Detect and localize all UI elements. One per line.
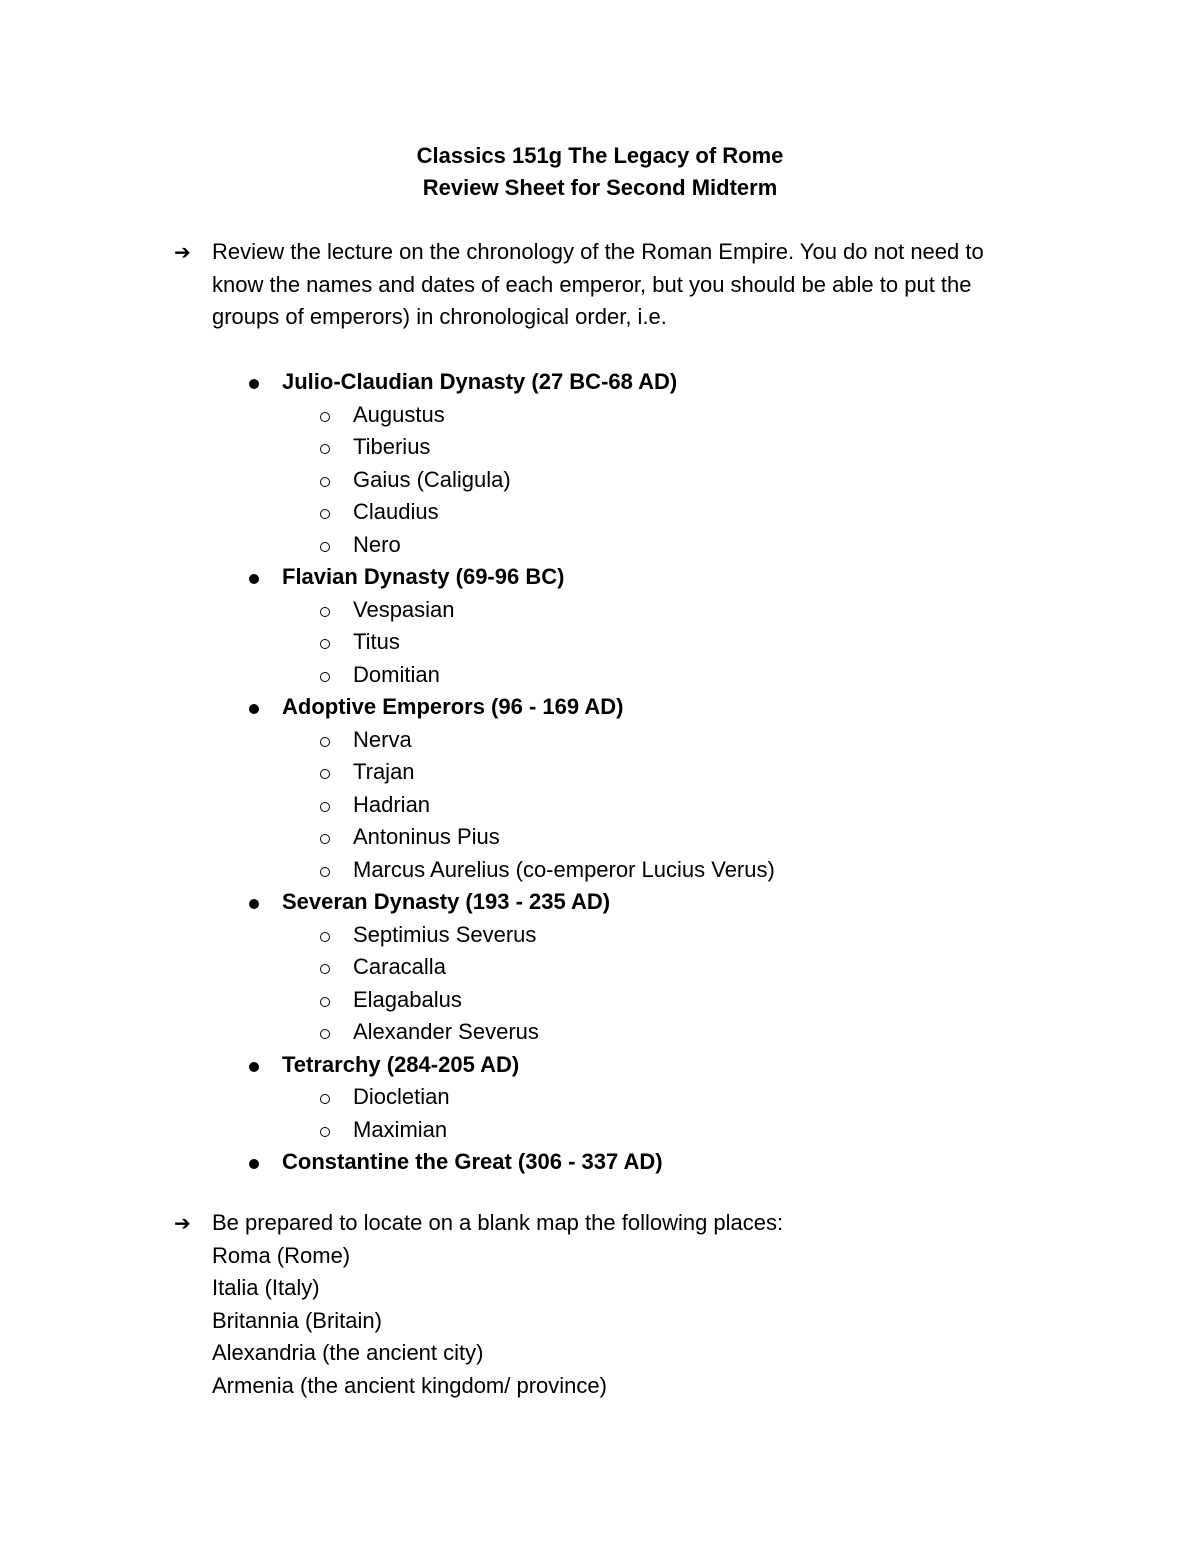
emperor-item xyxy=(246,724,1046,757)
emperor-name: Claudius xyxy=(353,499,439,524)
emperor-name: Antoninus Pius xyxy=(353,824,500,849)
emperor-name: Titus xyxy=(353,629,400,654)
place-item: Italia (Italy) xyxy=(212,1275,320,1300)
group-heading xyxy=(246,1049,1046,1082)
emperor-name: Septimius Severus xyxy=(353,921,537,947)
emperor-item xyxy=(246,659,1046,692)
emperor-name: Nero xyxy=(353,531,401,557)
emperor-item xyxy=(246,529,1046,562)
emperor-name: Hadrian xyxy=(353,791,431,817)
group-heading xyxy=(246,366,1046,399)
emperor-item xyxy=(246,464,1046,497)
emperor-item xyxy=(246,756,1046,789)
circle-bullet-icon xyxy=(320,867,330,877)
circle-bullet-icon xyxy=(320,477,330,487)
circle-bullet-icon xyxy=(320,509,330,519)
emperor-name: Elagabalus xyxy=(353,986,462,1012)
bullet-icon xyxy=(249,899,259,909)
place-item: Britannia (Britain) xyxy=(212,1307,382,1333)
circle-bullet-icon xyxy=(320,672,330,682)
emperor-item xyxy=(246,919,1046,952)
emperor-name: Caracalla xyxy=(353,954,446,979)
emperor-item xyxy=(246,821,1046,854)
bullet-icon xyxy=(249,704,259,714)
circle-bullet-icon xyxy=(320,932,330,942)
emperor-item xyxy=(246,496,1046,529)
group-heading xyxy=(246,1146,1046,1179)
bullet-icon xyxy=(249,1062,259,1072)
emperor-name: Marcus Aurelius (co-emperor Lucius Verus) xyxy=(353,856,775,882)
circle-bullet-icon xyxy=(320,444,330,454)
intro-section xyxy=(174,236,1074,334)
emperor-item xyxy=(246,431,1046,464)
group-name: Constantine the Great (306 - 337 AD) xyxy=(282,1149,663,1174)
emperor-item xyxy=(246,1081,1046,1114)
emperor-name: Alexander Severus xyxy=(353,1019,539,1044)
map-section xyxy=(174,1207,1074,1402)
emperor-name: Domitian xyxy=(353,661,440,687)
circle-bullet-icon xyxy=(320,834,330,844)
document-subtitle: Review Sheet for Second Midterm xyxy=(422,175,778,200)
bullet-icon xyxy=(249,1159,259,1169)
circle-bullet-icon xyxy=(320,802,330,812)
emperor-item xyxy=(246,789,1046,822)
emperor-item xyxy=(246,626,1046,659)
circle-bullet-icon xyxy=(320,997,330,1007)
circle-bullet-icon xyxy=(320,1029,330,1039)
intro-line-2: know the names and dates of each emperor, but you should be able to put the xyxy=(212,271,972,297)
group-name: Julio-Claudian Dynasty (27 BC-68 AD) xyxy=(282,369,678,394)
map-intro: Be prepared to locate on a blank map the following places: xyxy=(212,1210,784,1235)
group-name: Adoptive Emperors (96 - 169 AD) xyxy=(282,694,624,719)
arrow-icon: ➔ xyxy=(174,1211,191,1235)
document-title: Classics 151g The Legacy of Rome xyxy=(416,143,784,168)
bullet-icon xyxy=(249,379,259,389)
emperor-name: Nerva xyxy=(353,726,412,752)
emperor-group-list xyxy=(246,366,1046,1179)
group-name: Tetrarchy (284-205 AD) xyxy=(282,1051,520,1077)
circle-bullet-icon xyxy=(320,964,330,974)
place-item: Roma (Rome) xyxy=(212,1242,351,1268)
group-name: Flavian Dynasty (69-96 BC) xyxy=(282,564,565,589)
emperor-name: Gaius (Caligula) xyxy=(353,466,511,492)
emperor-item xyxy=(246,1016,1046,1049)
emperor-item xyxy=(246,984,1046,1017)
emperor-name: Vespasian xyxy=(353,596,455,622)
arrow-icon: ➔ xyxy=(174,240,191,264)
emperor-item xyxy=(246,1114,1046,1147)
emperor-name: Trajan xyxy=(353,759,415,784)
circle-bullet-icon xyxy=(320,607,330,617)
emperor-item xyxy=(246,951,1046,984)
emperor-name: Maximian xyxy=(353,1116,448,1142)
group-name: Severan Dynasty (193 - 235 AD) xyxy=(282,889,611,914)
circle-bullet-icon xyxy=(320,1127,330,1137)
place-item: Armenia (the ancient kingdom/ province) xyxy=(212,1372,607,1398)
bullet-icon xyxy=(249,574,259,584)
circle-bullet-icon xyxy=(320,639,330,649)
circle-bullet-icon xyxy=(320,769,330,779)
group-heading xyxy=(246,886,1046,919)
emperor-name: Tiberius xyxy=(353,434,431,459)
group-heading xyxy=(246,691,1046,724)
emperor-name: Augustus xyxy=(353,401,445,427)
emperor-item xyxy=(246,399,1046,432)
emperor-item xyxy=(246,854,1046,887)
emperor-name: Diocletian xyxy=(353,1084,450,1109)
intro-line-3: groups of emperors) in chronological order, i.e. xyxy=(212,304,667,329)
circle-bullet-icon xyxy=(320,542,330,552)
place-item: Alexandria (the ancient city) xyxy=(212,1340,484,1365)
circle-bullet-icon xyxy=(320,1094,330,1104)
intro-line-1: Review the lecture on the chronology of the Roman Empire. You do not need to xyxy=(212,239,984,264)
emperor-item xyxy=(246,594,1046,627)
group-heading xyxy=(246,561,1046,594)
circle-bullet-icon xyxy=(320,737,330,747)
circle-bullet-icon xyxy=(320,412,330,422)
